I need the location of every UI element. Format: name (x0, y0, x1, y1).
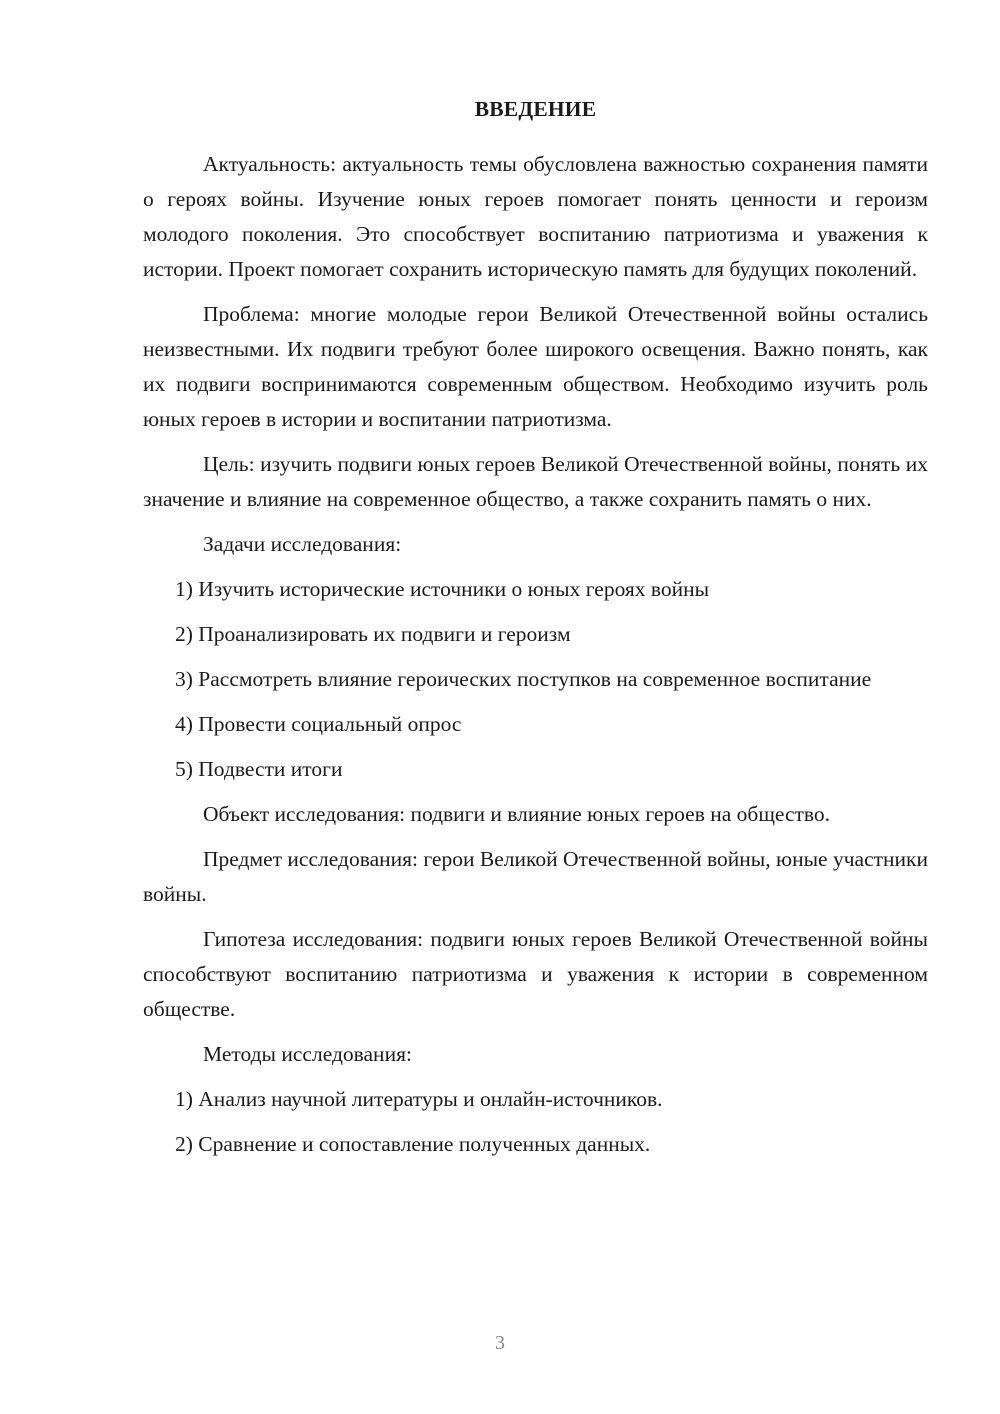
paragraph-problem: Проблема: многие молодые герои Великой Отечественной войны остались неизвестными. Их подвиги требуют более широкого освещения. Важно понять, как их подвиги воспринимаются современным обществом. Необходимо изучить роль юных героев в истории и воспитании патриотизма. (143, 302, 928, 431)
paragraph-goal: Цель: изучить подвиги юных героев Великой Отечественной войны, понять их значение и влияние на современное общество, а также сохранить память о них. (143, 452, 928, 511)
method-item: 1) Анализ научной литературы и онлайн-источников. (175, 1087, 663, 1111)
paragraph-relevance: Актуальность: актуальность темы обусловлена важностью сохранения памяти о героях войны. Изучение юных героев помогает понять ценности и героизм молодого поколения. Это способствует воспитанию патриотизма и уважения к истории. Проект помогает сохранить историческую память для будущих поколений. (143, 152, 928, 281)
task-item: 5) Подвести итоги (175, 757, 343, 781)
paragraph-hypothesis: Гипотеза исследования: подвиги юных героев Великой Отечественной войны способствуют воспитанию патриотизма и уважения к истории в современном обществе. (143, 927, 928, 1021)
task-item: 2) Проанализировать их подвиги и героизм (175, 622, 571, 646)
task-item: 3) Рассмотреть влияние героических поступков на современное воспитание (175, 667, 872, 691)
paragraph-object: Объект исследования: подвиги и влияние юных героев на общество. (203, 802, 831, 826)
page-number: 3 (495, 1332, 505, 1354)
tasks-heading: Задачи исследования: (203, 532, 402, 556)
method-item: 2) Сравнение и сопоставление полученных данных. (175, 1132, 651, 1156)
task-item: 4) Провести социальный опрос (175, 712, 462, 736)
paragraph-subject: Предмет исследования: герои Великой Отечественной войны, юные участники войны. (143, 847, 928, 906)
document-page (143, 92, 928, 1172)
section-title: ВВЕДЕНИЕ (474, 97, 597, 121)
methods-heading: Методы исследования: (203, 1042, 412, 1066)
task-item: 1) Изучить исторические источники о юных героях войны (175, 577, 710, 601)
